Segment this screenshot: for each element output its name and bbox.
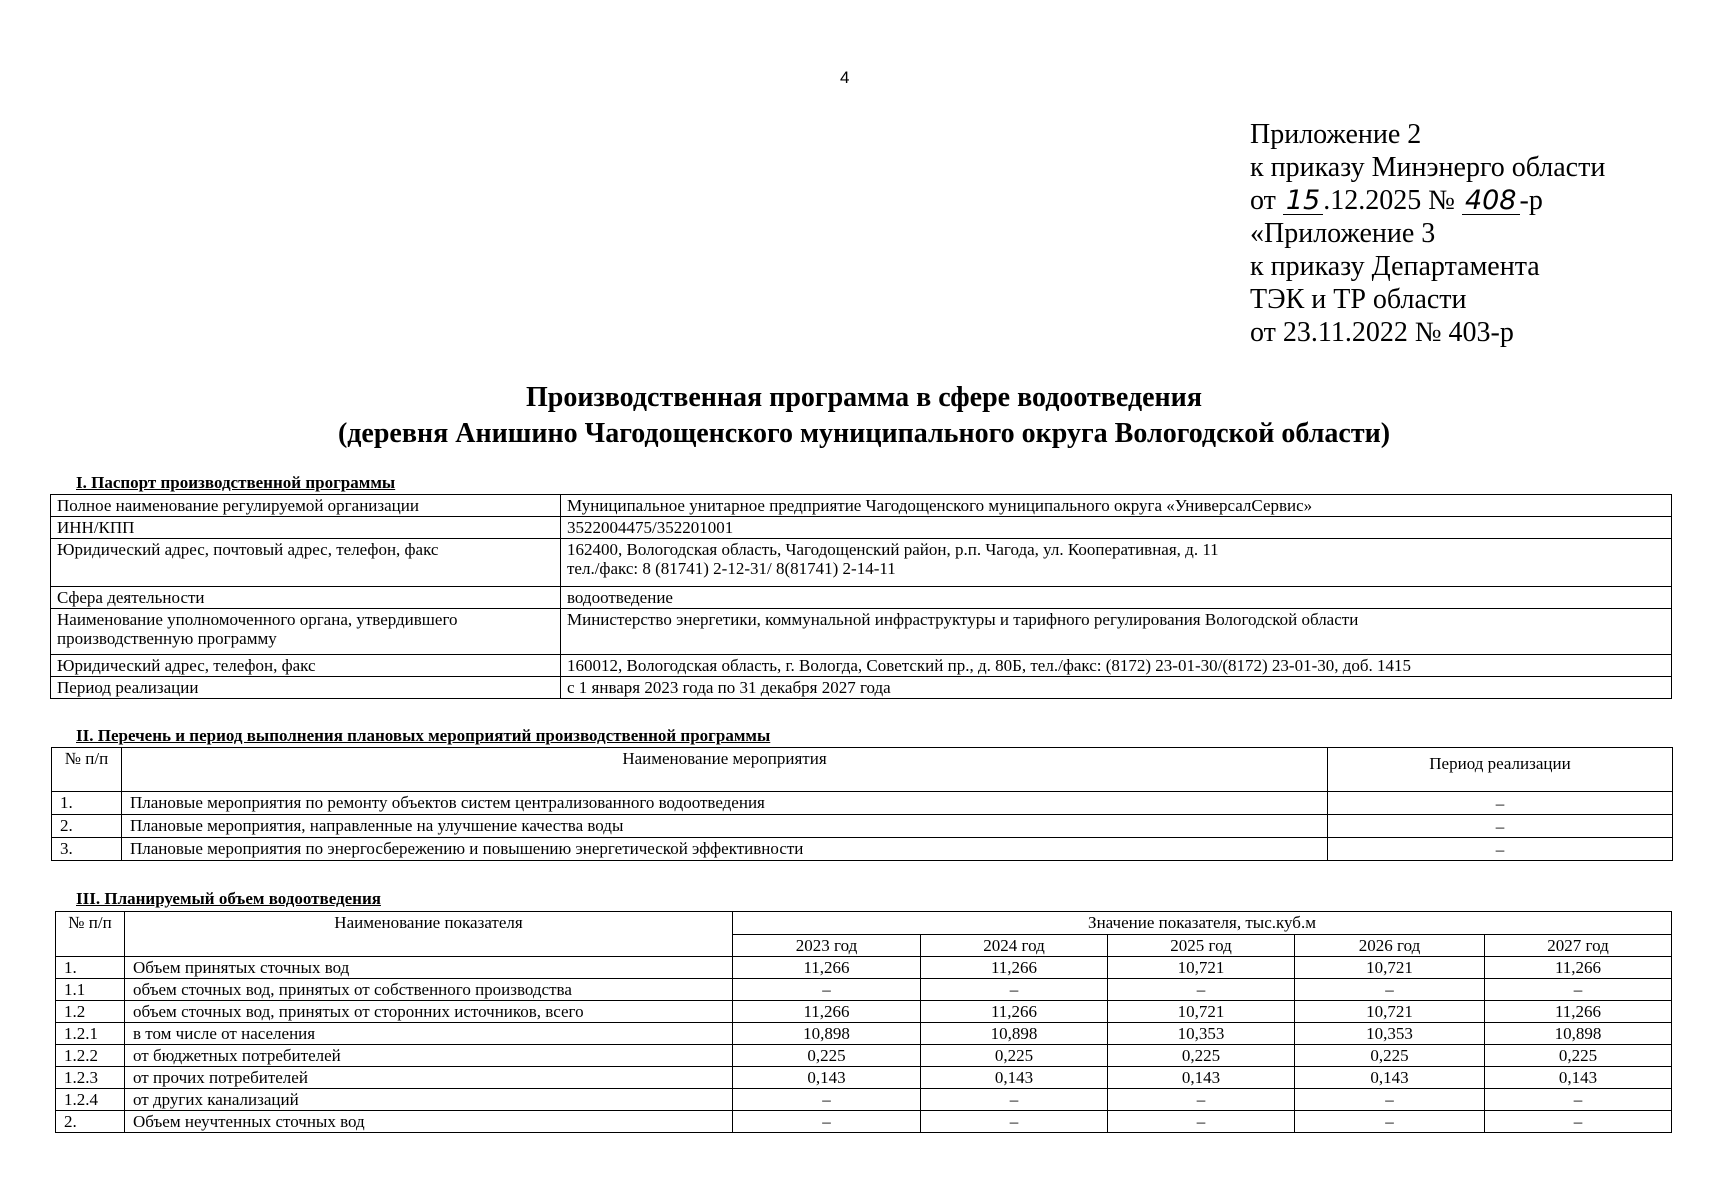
indicator-name: объем сточных вод, принятых от собственного производства [125, 979, 733, 1001]
appendix-line-1: Приложение 2 [1250, 119, 1422, 150]
table-row [51, 495, 1672, 517]
value-cell: – [1108, 1111, 1295, 1133]
value-cell: 0,143 [1485, 1067, 1672, 1089]
section-2-title: II. Перечень и период выполнения плановых мероприятий производственной программы [76, 726, 771, 745]
table-row [56, 979, 1672, 1001]
row-num: 1.2 [56, 1001, 125, 1023]
passport-value: с 1 января 2023 года по 31 декабря 2027 года [561, 677, 1672, 699]
header-value-group: Значение показателя, тыс.куб.м [733, 912, 1672, 935]
value-cell: 10,898 [921, 1023, 1108, 1045]
title-line-1: Производственная программа в сфере водоотведения [526, 382, 1202, 413]
table-header-row [52, 748, 1673, 792]
value-cell: 0,143 [1108, 1067, 1295, 1089]
value-cell: 10,353 [1108, 1023, 1295, 1045]
appendix-block [1250, 118, 1605, 349]
header-year: 2024 год [921, 935, 1108, 957]
value-cell: 10,898 [1485, 1023, 1672, 1045]
document-title [0, 380, 1728, 452]
table-row [51, 587, 1672, 609]
passport-label: Юридический адрес, телефон, факс [51, 655, 561, 677]
value-cell: 11,266 [921, 957, 1108, 979]
indicator-name: Объем неучтенных сточных вод [125, 1111, 733, 1133]
value-cell: 11,266 [733, 1001, 921, 1023]
measures-table [51, 747, 1673, 861]
measure-period: – [1328, 838, 1673, 861]
table-row [52, 792, 1673, 815]
row-num: 2. [52, 815, 122, 838]
value-cell: – [1485, 1111, 1672, 1133]
value-cell: – [1485, 979, 1672, 1001]
value-cell: 11,266 [1485, 1001, 1672, 1023]
indicator-name: Объем принятых сточных вод [125, 957, 733, 979]
table-row [51, 655, 1672, 677]
table-row [56, 1001, 1672, 1023]
passport-value: Министерство энергетики, коммунальной инфраструктуры и тарифного регулирования Вологодской области [561, 609, 1672, 655]
value-cell: 0,143 [921, 1067, 1108, 1089]
header-num: № п/п [56, 912, 125, 957]
table-row [51, 517, 1672, 539]
appendix-line-3 [1250, 184, 1605, 217]
appendix-line-7: от 23.11.2022 № 403-р [1250, 317, 1514, 348]
measure-name: Плановые мероприятия, направленные на улучшение качества воды [122, 815, 1328, 838]
table-row [56, 1111, 1672, 1133]
value-cell: – [733, 979, 921, 1001]
row-num: 2. [56, 1111, 125, 1133]
row-num: 1. [56, 957, 125, 979]
handwritten-day: 15 [1283, 188, 1323, 215]
measure-name: Плановые мероприятия по энергосбережению и повышению энергетической эффективности [122, 838, 1328, 861]
value-cell: 10,721 [1108, 1001, 1295, 1023]
row-num: 1. [52, 792, 122, 815]
table-row [56, 1089, 1672, 1111]
indicator-name: в том числе от населения [125, 1023, 733, 1045]
passport-phone: тел./факс: 8 (81741) 2-12-31/ 8(81741) 2-14-11 [567, 559, 896, 578]
row-num: 1.2.2 [56, 1045, 125, 1067]
value-cell: 0,225 [921, 1045, 1108, 1067]
volume-table [55, 911, 1672, 1133]
appendix-line-6: ТЭК и ТР области [1250, 284, 1467, 315]
handwritten-order-number: 408 [1462, 188, 1520, 215]
passport-table [50, 494, 1672, 699]
passport-label: Наименование уполномоченного органа, утвердившего производственную программу [51, 609, 561, 655]
value-cell: 0,225 [733, 1045, 921, 1067]
value-cell: 0,225 [1485, 1045, 1672, 1067]
passport-value-multiline [561, 539, 1672, 587]
row-num: 1.2.4 [56, 1089, 125, 1111]
table-row [52, 838, 1673, 861]
appendix-date-middle: .12.2025 № [1323, 185, 1455, 216]
table-row [56, 957, 1672, 979]
value-cell: – [921, 1089, 1108, 1111]
passport-label: Период реализации [51, 677, 561, 699]
value-cell: 11,266 [921, 1001, 1108, 1023]
appendix-date-suffix: -р [1519, 185, 1543, 216]
indicator-name: объем сточных вод, принятых от сторонних источников, всего [125, 1001, 733, 1023]
appendix-line-5: к приказу Департамента [1250, 251, 1540, 282]
value-cell: 0,225 [1295, 1045, 1485, 1067]
value-cell: 10,721 [1295, 1001, 1485, 1023]
value-cell: 0,143 [1295, 1067, 1485, 1089]
table-row [56, 1067, 1672, 1089]
value-cell: 10,721 [1108, 957, 1295, 979]
appendix-line-2: к приказу Минэнерго области [1250, 152, 1606, 183]
section-3-title: III. Планируемый объем водоотведения [76, 889, 381, 908]
header-year: 2023 год [733, 935, 921, 957]
table-row [51, 609, 1672, 655]
passport-label: Юридический адрес, почтовый адрес, телефон, факс [51, 539, 561, 587]
header-measure-name: Наименование мероприятия [122, 748, 1328, 792]
value-cell: – [1108, 1089, 1295, 1111]
value-cell: – [1295, 979, 1485, 1001]
table-row [56, 1045, 1672, 1067]
header-year: 2025 год [1108, 935, 1295, 957]
measure-name: Плановые мероприятия по ремонту объектов систем централизованного водоотведения [122, 792, 1328, 815]
table-row [51, 677, 1672, 699]
passport-label: Полное наименование регулируемой организации [51, 495, 561, 517]
value-cell: – [921, 1111, 1108, 1133]
row-num: 3. [52, 838, 122, 861]
row-num: 1.2.3 [56, 1067, 125, 1089]
value-cell: 11,266 [733, 957, 921, 979]
passport-label: Сфера деятельности [51, 587, 561, 609]
value-cell: – [733, 1089, 921, 1111]
value-cell: 0,143 [733, 1067, 921, 1089]
table-row [51, 539, 1672, 587]
measure-period: – [1328, 815, 1673, 838]
passport-address: 162400, Вологодская область, Чагодощенский район, р.п. Чагода, ул. Кооперативная, д. 11 [567, 540, 1219, 559]
value-cell: – [921, 979, 1108, 1001]
value-cell: – [733, 1111, 921, 1133]
table-row [52, 815, 1673, 838]
row-num: 1.2.1 [56, 1023, 125, 1045]
value-cell: – [1108, 979, 1295, 1001]
header-year: 2027 год [1485, 935, 1672, 957]
header-period: Период реализации [1328, 748, 1673, 792]
value-cell: – [1295, 1089, 1485, 1111]
value-cell: – [1485, 1089, 1672, 1111]
row-num: 1.1 [56, 979, 125, 1001]
header-num: № п/п [52, 748, 122, 792]
value-cell: 0,225 [1108, 1045, 1295, 1067]
value-cell: 10,898 [733, 1023, 921, 1045]
title-line-2: (деревня Анишино Чагодощенского муниципального округа Вологодской области) [337, 418, 1391, 449]
value-cell: 10,353 [1295, 1023, 1485, 1045]
indicator-name: от прочих потребителей [125, 1067, 733, 1089]
header-year: 2026 год [1295, 935, 1485, 957]
indicator-name: от других канализаций [125, 1089, 733, 1111]
passport-value: Муниципальное унитарное предприятие Чагодощенского муниципального округа «УниверсалСервис» [561, 495, 1672, 517]
table-header-row [56, 912, 1672, 935]
value-cell: 10,721 [1295, 957, 1485, 979]
passport-value: 160012, Вологодская область, г. Вологда, Советский пр., д. 80Б, тел./факс: (8172) 23-01-30/(8172) 23-01-30, доб. 1415 [561, 655, 1672, 677]
indicator-name: от бюджетных потребителей [125, 1045, 733, 1067]
appendix-date-prefix: от [1250, 185, 1276, 216]
appendix-line-4: «Приложение 3 [1250, 218, 1436, 249]
page-number: 4 [840, 68, 850, 87]
passport-value: 3522004475/352201001 [561, 517, 1672, 539]
passport-label: ИНН/КПП [51, 517, 561, 539]
passport-value: водоотведение [561, 587, 1672, 609]
header-indicator-name: Наименование показателя [125, 912, 733, 957]
value-cell: 11,266 [1485, 957, 1672, 979]
value-cell: – [1295, 1111, 1485, 1133]
measure-period: – [1328, 792, 1673, 815]
table-row [56, 1023, 1672, 1045]
section-1-title: I. Паспорт производственной программы [76, 473, 396, 492]
